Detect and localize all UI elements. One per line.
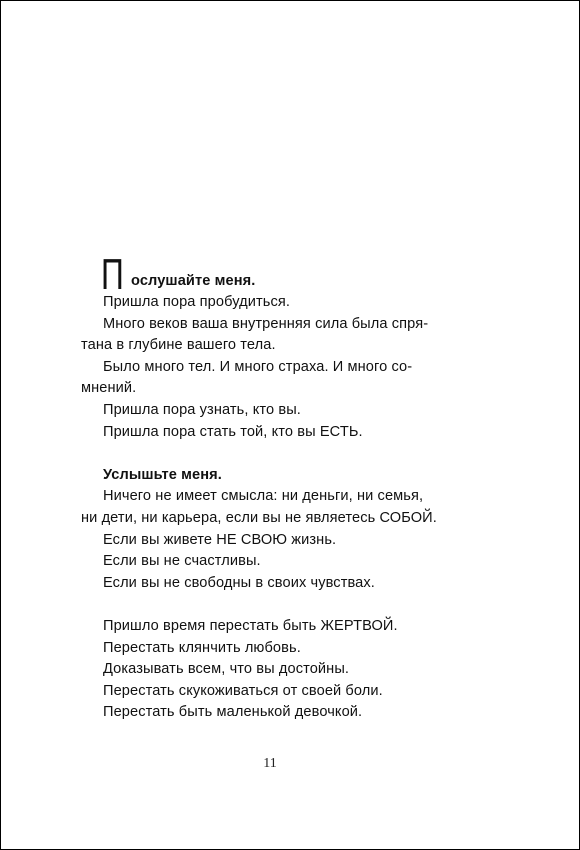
section-2-heading: Услышьте меня. bbox=[103, 466, 222, 483]
paragraph-line: Пришла пора стать той, кто вы ЕСТЬ. bbox=[103, 423, 363, 440]
paragraph-line: Много веков ваша внутренняя сила была спря- bbox=[103, 315, 429, 332]
section-1-heading bbox=[81, 250, 461, 299]
page-number: 11 bbox=[263, 756, 277, 771]
paragraph-line: Пришло время перестать быть ЖЕРТВОЙ. bbox=[103, 617, 398, 634]
paragraph-line: Если вы не свободны в своих чувствах. bbox=[103, 574, 375, 591]
paragraph-line: Если вы живете НЕ СВОЮ жизнь. bbox=[103, 531, 337, 548]
paragraph-line: Было много тел. И много страха. И много со- bbox=[103, 358, 413, 375]
paragraph-line: ни дети, ни карьера, если вы не являетесь СОБОЙ. bbox=[81, 509, 437, 526]
paragraph-line: Пришла пора узнать, кто вы. bbox=[103, 401, 301, 418]
paragraph-line: Ничего не имеет смысла: ни деньги, ни семья, bbox=[103, 488, 424, 505]
body-text bbox=[81, 250, 461, 724]
paragraph-line: тана в глубине вашего тела. bbox=[81, 337, 276, 354]
paragraph-line: Если вы не счастливы. bbox=[103, 553, 261, 570]
paragraph-line: Перестать клянчить любовь. bbox=[103, 639, 301, 656]
heading-text: ослушайте меня. bbox=[131, 273, 256, 289]
paragraph-line: мнений. bbox=[81, 380, 137, 397]
paragraph-line: Перестать быть маленькой девочкой. bbox=[103, 704, 363, 721]
paragraph-line: Перестать скукоживаться от своей боли. bbox=[103, 682, 383, 699]
paragraph-line: Пришла пора пробудиться. bbox=[103, 294, 291, 310]
drop-cap-letter: П bbox=[101, 250, 124, 299]
paragraph-line: Доказывать всем, что вы достойны. bbox=[103, 661, 350, 678]
